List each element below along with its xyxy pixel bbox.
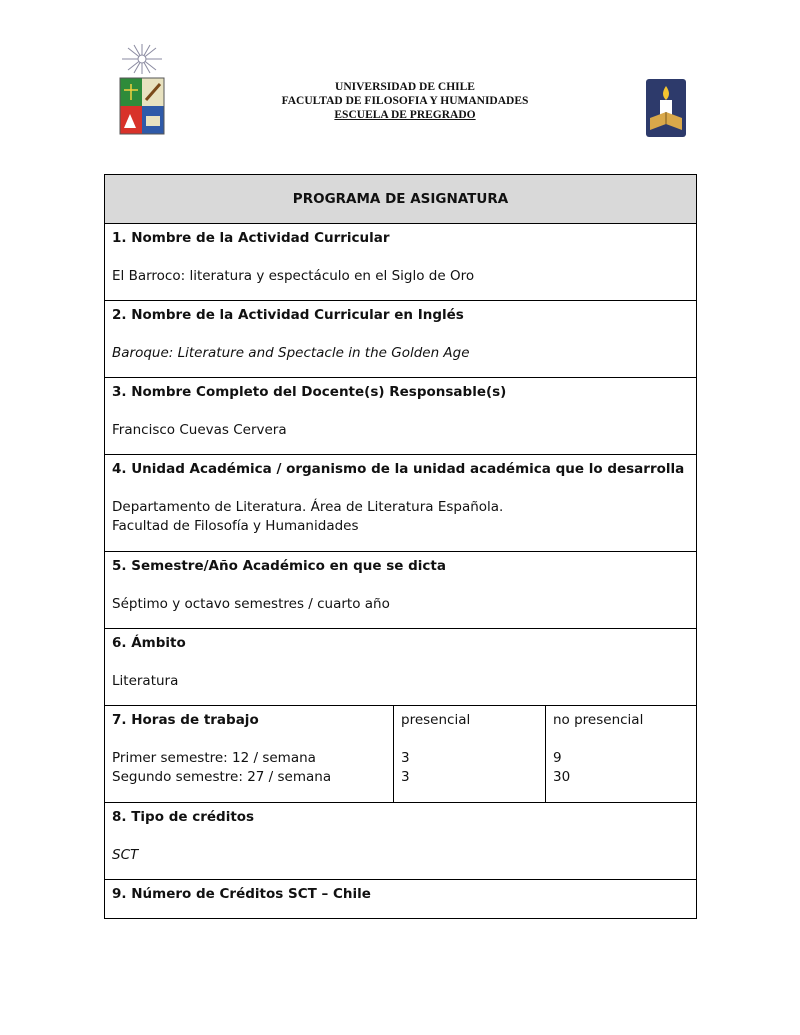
- university-of-chile-crest-icon: [116, 44, 168, 136]
- section-1: [105, 224, 697, 301]
- section-3-heading: 3. Nombre Completo del Docente(s) Responsable(s): [112, 384, 507, 400]
- school-name: ESCUELA DE PREGRADO: [334, 109, 476, 121]
- faculty-book-emblem-icon: [645, 78, 687, 138]
- section-8: [105, 803, 697, 880]
- section-7-labels: [105, 706, 394, 803]
- university-name: UNIVERSIDAD DE CHILE: [335, 81, 475, 93]
- section-3: [105, 378, 697, 455]
- section-2-heading: 2. Nombre de la Actividad Curricular en Inglés: [112, 307, 464, 323]
- section-4: [105, 455, 697, 552]
- program-table: [104, 174, 697, 919]
- section-4-heading: 4. Unidad Académica / organismo de la unidad académica que lo desarrolla: [112, 461, 685, 477]
- section-7-heading: 7. Horas de trabajo: [112, 712, 259, 728]
- section-5-heading: 5. Semestre/Año Académico en que se dicta: [112, 558, 446, 574]
- faculty-name: FACULTAD DE FILOSOFIA Y HUMANIDADES: [281, 95, 529, 107]
- section-4-line2: Facultad de Filosofía y Humanidades: [112, 518, 359, 534]
- section-2: [105, 301, 697, 378]
- hours-row-1-no-presencial: 9: [553, 750, 562, 766]
- section-2-value: Baroque: Literature and Spectacle in the Golden Age: [112, 345, 470, 361]
- section-1-value: El Barroco: literatura y espectáculo en el Siglo de Oro: [112, 268, 475, 284]
- section-9-heading: 9. Número de Créditos SCT – Chile: [112, 886, 371, 902]
- program-title: PROGRAMA DE ASIGNATURA: [105, 175, 697, 224]
- section-5-value: Séptimo y octavo semestres / cuarto año: [112, 596, 390, 612]
- section-1-heading: 1. Nombre de la Actividad Curricular: [112, 230, 390, 246]
- hours-row-2-no-presencial: 30: [553, 769, 571, 785]
- presencial-header: presencial: [401, 712, 471, 728]
- hours-row-1-presencial: 3: [401, 750, 410, 766]
- section-6-value: Literatura: [112, 673, 179, 689]
- section-3-value: Francisco Cuevas Cervera: [112, 422, 287, 438]
- section-8-heading: 8. Tipo de créditos: [112, 809, 255, 825]
- section-9: [105, 880, 697, 919]
- section-7-presencial: [394, 706, 546, 803]
- section-6-heading: 6. Ámbito: [112, 635, 186, 651]
- document-header: [0, 0, 800, 160]
- hours-row-2-label: Segundo semestre: 27 / semana: [112, 769, 332, 785]
- section-6: [105, 629, 697, 706]
- no-presencial-header: no presencial: [553, 712, 644, 728]
- hours-row-2-presencial: 3: [401, 769, 410, 785]
- section-4-line1: Departamento de Literatura. Área de Literatura Española.: [112, 499, 504, 515]
- section-5: [105, 552, 697, 629]
- section-8-value: SCT: [112, 847, 139, 863]
- hours-row-1-label: Primer semestre: 12 / semana: [112, 750, 316, 766]
- section-7-no-presencial: [546, 706, 697, 803]
